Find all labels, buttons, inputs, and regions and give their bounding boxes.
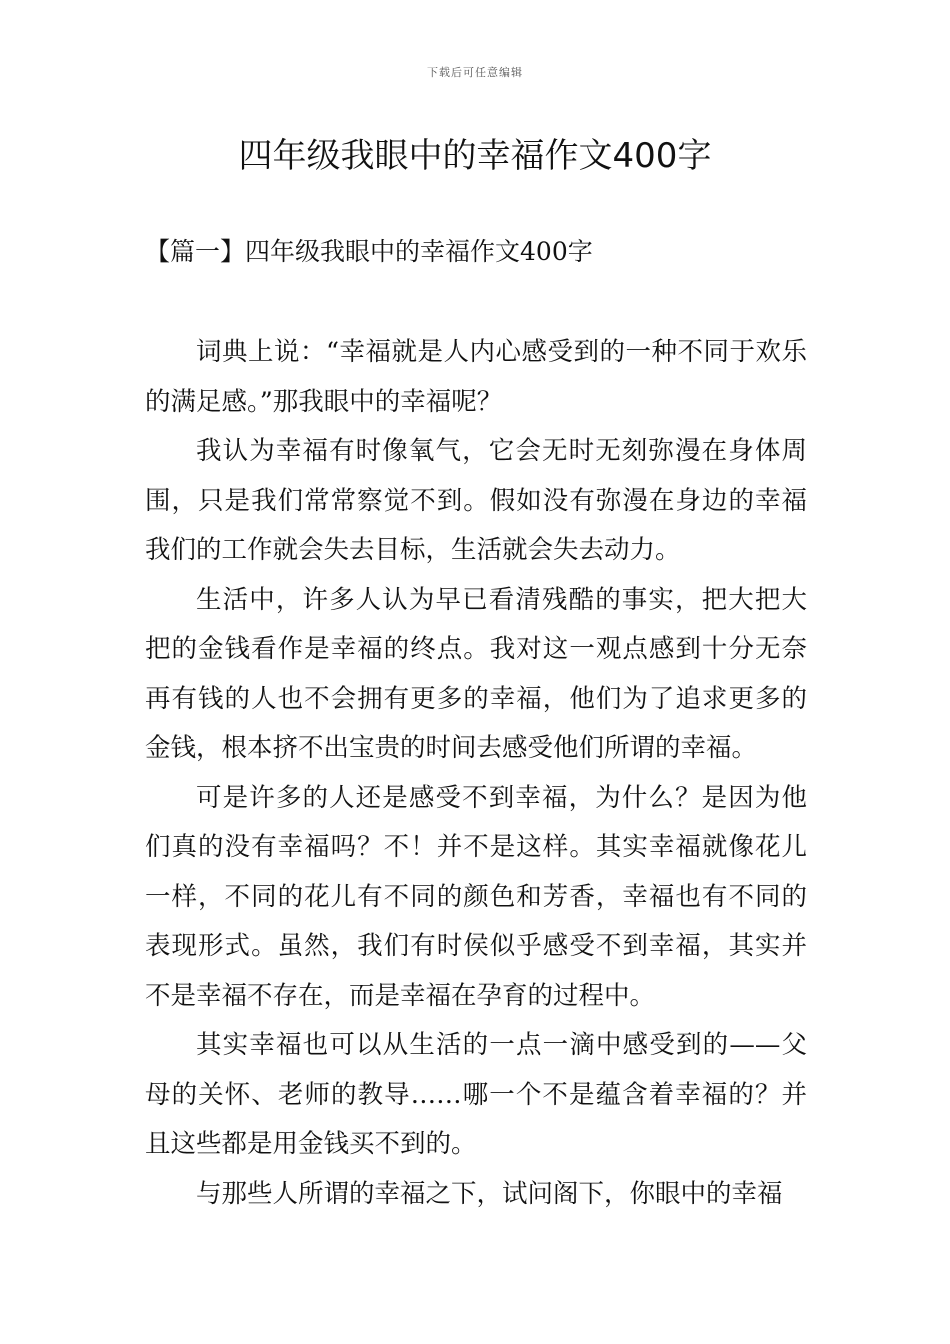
document-title: 四年级我眼中的幸福作文400字	[238, 136, 712, 176]
paragraph: 生活中，许多人认为早已看清残酷的事实，把大把大把的金钱看作是幸福的终点。我对这一观点感到十分无奈再有钱的人也不会拥有更多的幸福，他们为了追求更多的金钱，根本挤不出宝贵的时间去感受他们所谓的幸福。	[145, 584, 807, 763]
paragraph: 其实幸福也可以从生活的一点一滴中感受到的——父母的关怀、老师的教导……哪一个不是蕴含着幸福的？并且这些都是用金钱买不到的。	[145, 1030, 807, 1159]
paragraph: 与那些人所谓的幸福之下，试问阁下，你眼中的幸福	[196, 1178, 783, 1209]
paragraph: 词典上说：“幸福就是人内心感受到的一种不同于欢乐的满足感。”那我眼中的幸福呢？	[145, 337, 807, 417]
header-note: 下载后可任意编辑	[427, 66, 523, 79]
paragraph: 可是许多的人还是感受不到幸福，为什么？是因为他们真的没有幸福吗？不！并不是这样。其实幸福就像花儿一样，不同的花儿有不同的颜色和芳香，幸福也有不同的表现形式。虽然，我们有时侯似乎感受不到幸福，其实并不是幸福不存在，而是幸福在孕育的过程中。	[145, 782, 807, 1011]
body-text	[145, 328, 807, 1219]
paragraph: 我认为幸福有时像氧气，它会无时无刻弥漫在身体周围，只是我们常常察觉不到。假如没有弥漫在身边的幸福我们的工作就会失去目标，生活就会失去动力。	[145, 436, 807, 565]
section-heading: 【篇一】四年级我眼中的幸福作文400字	[145, 237, 593, 266]
